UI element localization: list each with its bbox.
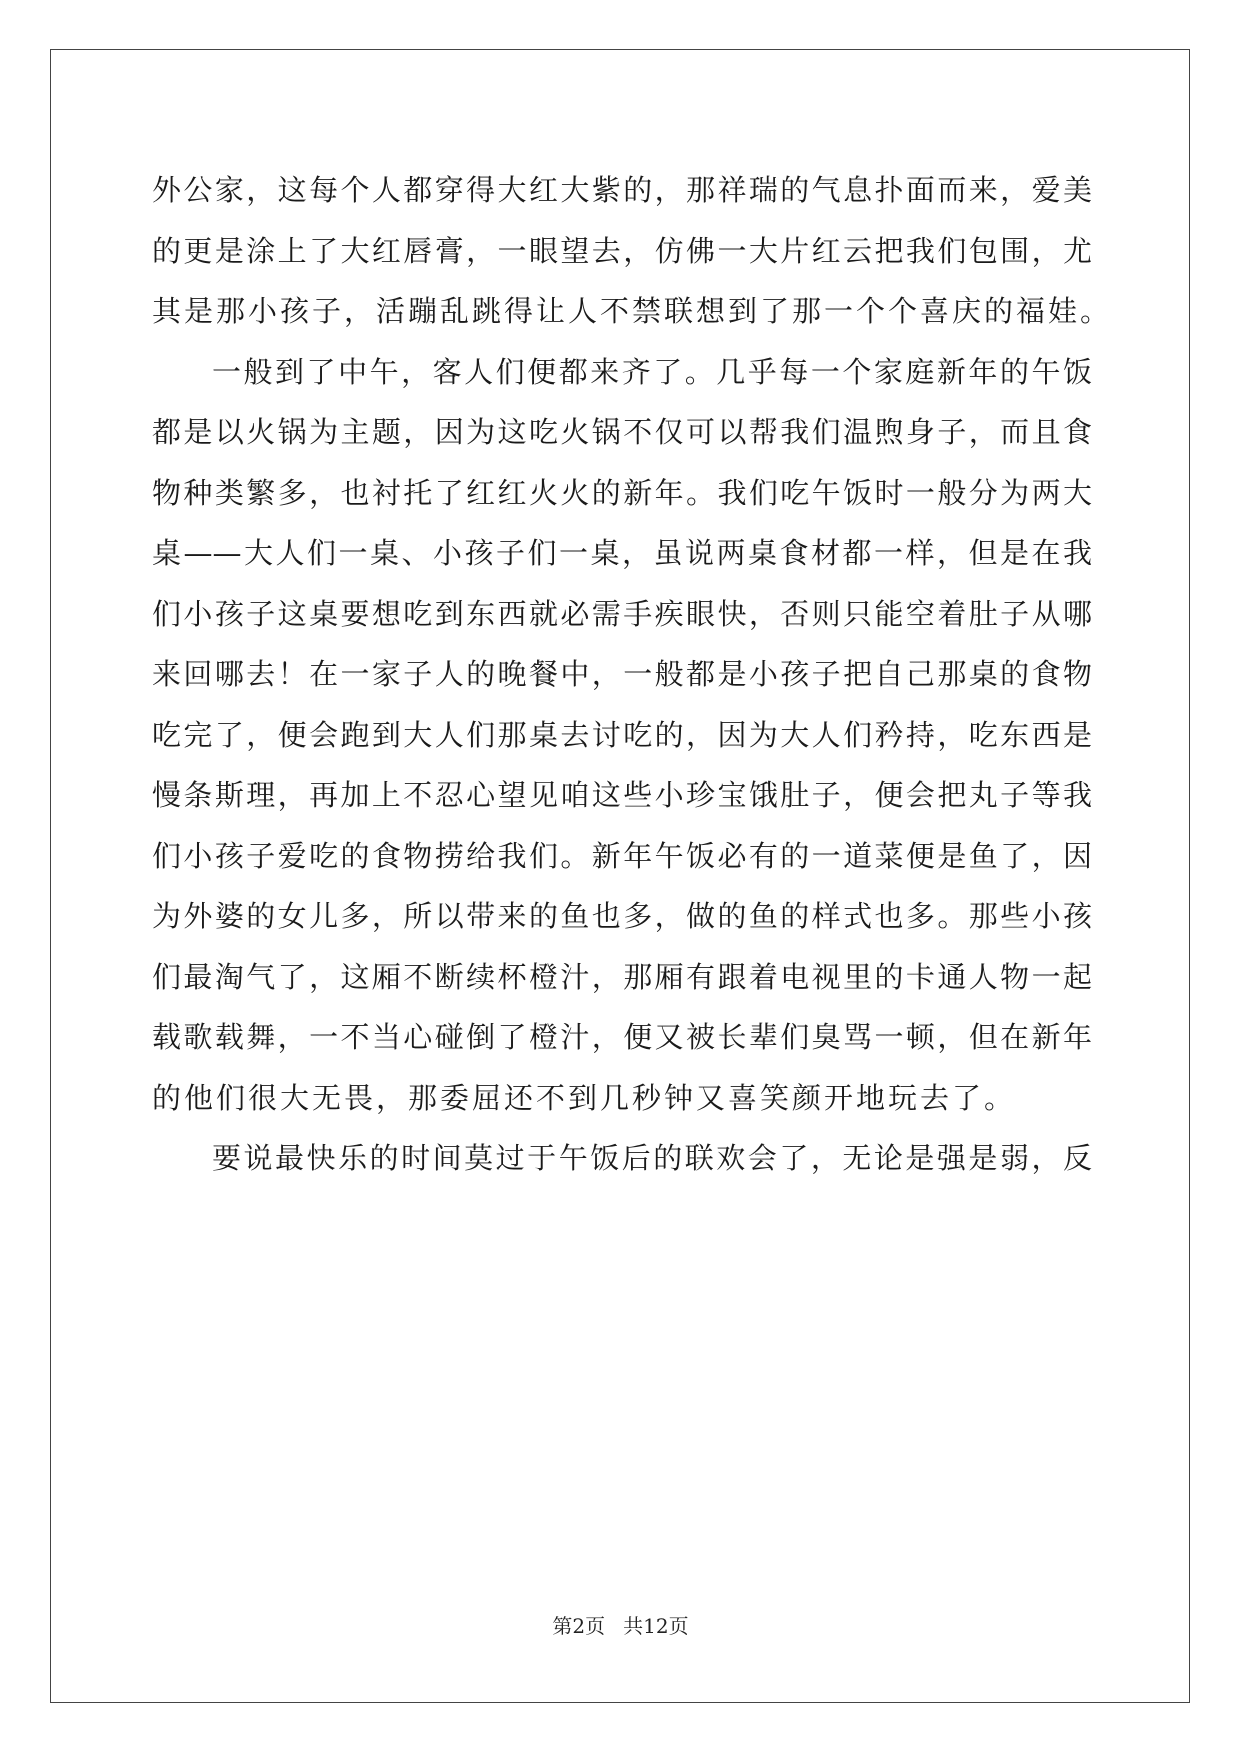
page-footer — [0, 1610, 1241, 1639]
text-line: 的他们很大无畏，那委屈还不到几秒钟又喜笑颜开地玩去了。 — [152, 1080, 1017, 1115]
text-line: 桌——大人们一桌、小孩子们一桌，虽说两桌食材都一样，但是在我 — [152, 536, 1092, 570]
text-line: 要说最快乐的时间莫过于午饭后的联欢会了，无论是强是弱，反 — [212, 1141, 1092, 1175]
text-line: 吃完了，便会跑到大人们那桌去讨吃的，因为大人们矜持，吃东西是 — [152, 717, 1092, 752]
text-line: 物种类繁多，也衬托了红红火火的新年。我们吃午饭时一般分为两大 — [152, 475, 1092, 510]
text-line: 外公家，这每个人都穿得大红大紫的，那祥瑞的气息扑面而来，爱美 — [152, 173, 1092, 207]
text-line: 们小孩子爱吃的食物捞给我们。新年午饭必有的一道菜便是鱼了，因 — [152, 838, 1092, 873]
text-line: 都是以火锅为主题，因为这吃火锅不仅可以帮我们温煦身子，而且食 — [152, 415, 1092, 449]
text-line: 其是那小孩子，活蹦乱跳得让人不禁联想到了那一个个喜庆的福娃。 — [152, 294, 1113, 328]
page-number: 第2页 — [552, 1614, 606, 1638]
text-line: 一般到了中午，客人们便都来齐了。几乎每一个家庭新年的午饭 — [212, 354, 1092, 389]
text-line: 载歌载舞，一不当心碰倒了橙汁，便又被长辈们臭骂一顿，但在新年 — [152, 1020, 1092, 1054]
text-line: 来回哪去！在一家子人的晚餐中，一般都是小孩子把自己那桌的食物 — [152, 657, 1092, 691]
text-line: 慢条斯理，再加上不忍心望见咱这些小珍宝饿肚子，便会把丸子等我 — [152, 778, 1092, 812]
text-line: 们小孩子这桌要想吃到东西就必需手疾眼快，否则只能空着肚子从哪 — [152, 596, 1092, 631]
document-body — [152, 160, 1113, 1189]
text-line: 为外婆的女儿多，所以带来的鱼也多，做的鱼的样式也多。那些小孩 — [152, 899, 1092, 933]
page-total: 共12页 — [623, 1614, 689, 1638]
text-line: 们最淘气了，这厢不断续杯橙汁，那厢有跟着电视里的卡通人物一起 — [152, 959, 1092, 994]
text-line: 的更是涂上了大红唇膏，一眼望去，仿佛一大片红云把我们包围，尤 — [152, 233, 1092, 268]
